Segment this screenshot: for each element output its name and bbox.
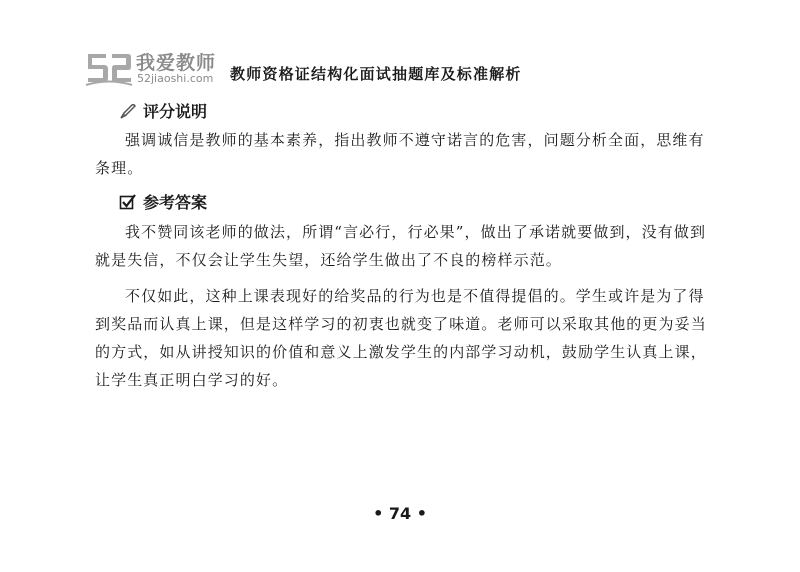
page-number: • 74 •	[373, 504, 427, 523]
paragraph: 我不赞同该老师的做法，所谓“言必行，行必果”，做出了承诺就要做到，没有做到就是失信，不仅会让学生失望，还给学生做出了不良的榜样示范。	[95, 223, 707, 269]
section-heading-answer	[119, 190, 207, 213]
section-heading-label: 参考答案	[143, 193, 208, 212]
section-heading-scoring	[119, 99, 207, 122]
site-logo	[84, 48, 224, 90]
pen-icon	[119, 102, 137, 120]
section-heading-label: 评分说明	[143, 102, 208, 121]
paragraph: 强调诚信是教师的基本素养，指出教师不遵守诺言的危害，问题分析全面，思维有条理。	[95, 131, 705, 177]
book-title: 教师资格证结构化面试抽题库及标准解析	[230, 65, 522, 83]
checkbox-icon	[119, 193, 137, 211]
logo-url: 52jiaoshi.com	[137, 72, 214, 85]
page-header	[84, 44, 724, 94]
paragraph: 不仅如此，这种上课表现好的给奖品的行为也是不值得提倡的。学生或许是为了得到奖品而认真上课，但是这样学习的初衷也就变了味道。老师可以采取其他的更为妥当的方式，如从讲授知识的价值和意义上激发学生的内部学习动机，鼓励学生认真上课，让学生真正明白学习的好。	[95, 287, 707, 389]
logo-52-icon	[84, 48, 134, 88]
logo-text: 我爱教师	[136, 52, 217, 74]
